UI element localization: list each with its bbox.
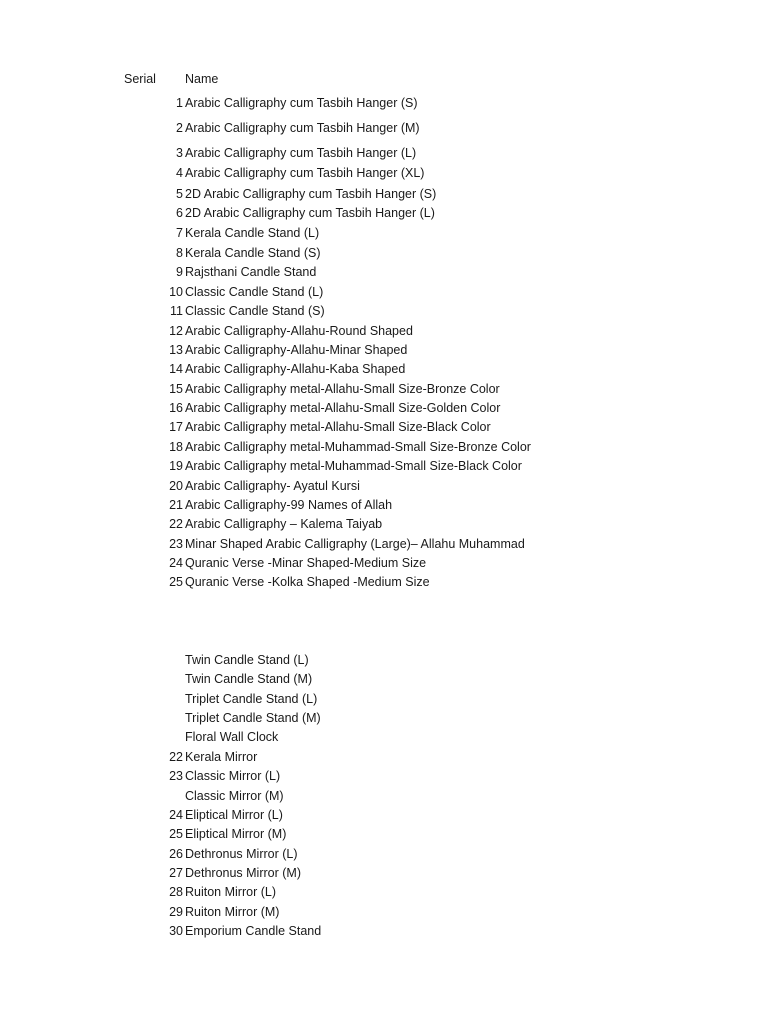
serial-cell: 4 [176,166,183,180]
serial-cell: 3 [176,146,183,160]
name-cell: Twin Candle Stand (M) [185,672,313,686]
serial-cell: 26 [169,847,183,861]
name-cell: Ruiton Mirror (M) [185,905,280,919]
name-cell: Arabic Calligraphy cum Tasbih Hanger (XL) [185,166,425,180]
name-column-header: Name [185,72,219,86]
name-cell: Arabic Calligraphy cum Tasbih Hanger (M) [185,121,420,135]
serial-cell: 9 [176,265,183,279]
name-cell: Quranic Verse -Minar Shaped-Medium Size [185,556,427,570]
name-cell: Ruiton Mirror (L) [185,885,276,899]
serial-cell: 23 [169,537,183,551]
name-cell: Arabic Calligraphy- Ayatul Kursi [185,479,360,493]
name-cell: Classic Mirror (L) [185,769,281,783]
name-cell: Arabic Calligraphy metal-Muhammad-Small Size-Bronze Color [185,440,531,454]
name-cell: Dethronus Mirror (L) [185,847,298,861]
serial-cell: 13 [169,343,183,357]
name-cell: Classic Candle Stand (S) [185,304,325,318]
serial-cell: 8 [176,246,183,260]
name-cell: Triplet Candle Stand (L) [185,692,318,706]
name-cell: Arabic Calligraphy-Allahu-Minar Shaped [185,343,408,357]
name-cell: Floral Wall Clock [185,730,279,744]
name-cell: Rajsthani Candle Stand [185,265,317,279]
name-cell: Triplet Candle Stand (M) [185,711,321,725]
name-cell: Classic Mirror (M) [185,789,284,803]
serial-cell: 25 [169,827,183,841]
name-cell: Kerala Candle Stand (S) [185,246,321,260]
name-cell: Eliptical Mirror (M) [185,827,287,841]
serial-cell: 11 [170,304,183,318]
serial-cell: 14 [169,362,183,376]
serial-cell: 10 [169,285,183,299]
name-cell: Arabic Calligraphy-99 Names of Allah [185,498,393,512]
serial-cell: 30 [169,924,183,938]
serial-cell: 6 [176,206,183,220]
serial-cell: 29 [169,905,183,919]
serial-cell: 28 [169,885,183,899]
serial-cell: 25 [169,575,183,589]
serial-cell: 17 [169,420,183,434]
name-cell: Dethronus Mirror (M) [185,866,301,880]
name-cell: Arabic Calligraphy cum Tasbih Hanger (S) [185,96,418,110]
name-cell: Quranic Verse -Kolka Shaped -Medium Size [185,575,430,589]
name-cell: Arabic Calligraphy metal-Muhammad-Small Size-Black Color [185,459,522,473]
name-cell: Eliptical Mirror (L) [185,808,283,822]
serial-cell: 16 [169,401,183,415]
name-cell: Arabic Calligraphy metal-Allahu-Small Size-Black Color [185,420,491,434]
name-cell: Arabic Calligraphy metal-Allahu-Small Size-Golden Color [185,401,501,415]
serial-cell: 7 [176,226,183,240]
name-cell: Arabic Calligraphy cum Tasbih Hanger (L) [185,146,417,160]
serial-cell: 1 [176,96,183,110]
serial-cell: 19 [169,459,183,473]
serial-cell: 2 [176,121,183,135]
name-cell: Arabic Calligraphy-Allahu-Kaba Shaped [185,362,406,376]
serial-cell: 23 [169,769,183,783]
serial-cell: 22 [169,517,183,531]
name-cell: Emporium Candle Stand [185,924,322,938]
name-cell: 2D Arabic Calligraphy cum Tasbih Hanger (S) [185,187,437,201]
name-cell: Arabic Calligraphy metal-Allahu-Small Size-Bronze Color [185,382,500,396]
serial-cell: 27 [169,866,183,880]
serial-cell: 22 [169,750,183,764]
serial-column-header: Serial [124,72,156,86]
serial-cell: 15 [169,382,183,396]
serial-cell: 21 [169,498,183,512]
name-cell: Minar Shaped Arabic Calligraphy (Large)– Allahu Muhammad [185,537,525,551]
name-cell: Arabic Calligraphy-Allahu-Round Shaped [185,324,413,338]
serial-cell: 12 [169,324,183,338]
serial-cell: 20 [169,479,183,493]
name-cell: 2D Arabic Calligraphy cum Tasbih Hanger (L) [185,206,435,220]
name-cell: Kerala Mirror [185,750,258,764]
name-cell: Kerala Candle Stand (L) [185,226,320,240]
serial-cell: 24 [169,556,183,570]
serial-cell: 24 [169,808,183,822]
name-cell: Arabic Calligraphy – Kalema Taiyab [185,517,383,531]
serial-cell: 18 [169,440,183,454]
name-cell: Classic Candle Stand (L) [185,285,324,299]
name-cell: Twin Candle Stand (L) [185,653,309,667]
serial-cell: 5 [176,187,183,201]
